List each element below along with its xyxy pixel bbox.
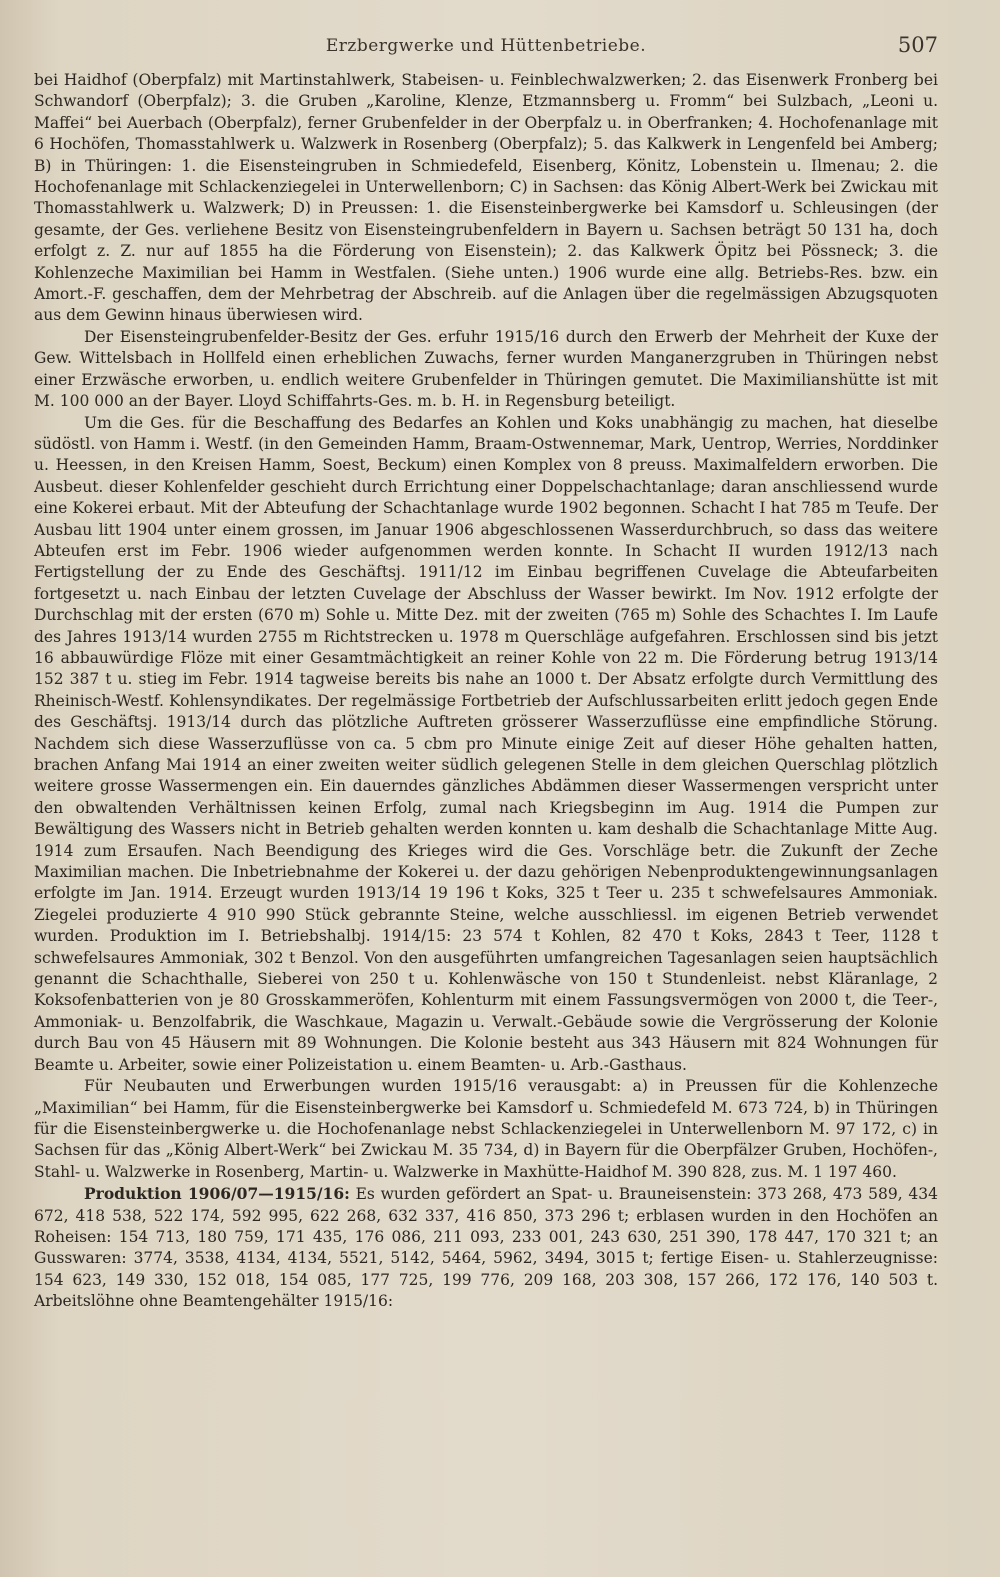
paragraph-5 (34, 1183, 938, 1312)
paragraph-1 (34, 70, 938, 327)
paragraph-3 (34, 413, 938, 1077)
paragraph-text: Für Neubauten und Erwerbungen wurden 1915/16 verausgabt: a) in Preussen für die Kohlenzeche „Maximilian“ bei Hamm, für die Eisensteinbergwerke bei Kamsdorf u. Schmiedefeld M. 673 724, b) in Thüringen für die Eisensteinbergwerke u. die Hochofenanlage nebst Schlackenziegelei in Unterwellenborn M. 97 172, c) in Sachsen für das „König Albert-Werk“ bei Zwickau M. 35 734, d) in Bayern für die Oberpfälzer Gruben, Hochöfen-, Stahl- u. Walzwerke in Rosenberg, Martin- u. Walzwerke in Maxhütte-Haidhof M. 390 828, zus. M. 1 197 460. (34, 1077, 938, 1181)
body-text (34, 70, 938, 1313)
paragraph-text: Es wurden gefördert an Spat- u. Brauneisenstein: 373 268, 473 589, 434 672, 418 538, 522 174, 592 995, 622 268, 632 337, 416 850, 373 296 t; erblasen wurden in den Hochöfen an Roheisen: 154 713, 180 759, 171 435, 176 086, 211 093, 233 001, 243 630, 251 390, 178 447, 170 321 t; an Gusswaren: 3774, 3538, 4134, 4134, 5521, 5142, 5464, 5962, 3494, 3015 t; fertige Eisen- u. Stahlerzeugnisse: 154 623, 149 330, 152 018, 154 085, 177 725, 199 776, 209 168, 203 308, 157 266, 172 176, 140 503 t. Arbeitslöhne ohne Beamtengehälter 1915/16: (34, 1185, 938, 1311)
running-head (34, 30, 938, 70)
page-number: 507 (897, 33, 938, 57)
paragraph-text: Um die Ges. für die Beschaffung des Bedarfes an Kohlen und Koks unabhängig zu machen, hat dieselbe südöstl. von Hamm i. Westf. (in den Gemeinden Hamm, Braam-Ostwennemar, Mark, Uentrop, Werries, Norddinker u. Heessen, in den Kreisen Hamm, Soest, Beckum) einen Komplex von 8 preuss. Maximalfeldern erworben. Die Ausbeut. dieser Kohlenfelder geschieht durch Errichtung einer Doppelschachtanlage; daran anschliessend wurde eine Kokerei erbaut. Mit der Abteufung der Schachtanlage wurde 1902 begonnen. Schacht I hat 785 m Teufe. Der Ausbau litt 1904 unter einem grossen, im Januar 1906 abgeschlossenen Wasserdurchbruch, so dass das weitere Abteufen erst im Febr. 1906 wieder aufgenommen werden konnte. In Schacht II wurden 1912/13 nach Fertigstellung der zu Ende des Geschäftsj. 1911/12 im Einbau begriffenen Cuvelage die Abteufarbeiten fortgesetzt u. nach Einbau der letzten Cuvelage der Abschluss der Wasser bewirkt. Im Nov. 1912 erfolgte der Durchschlag mit der ersten (670 m) Sohle u. Mitte Dez. mit der zweiten (765 m) Sohle des Schachtes I. Im Laufe des Jahres 1913/14 wurden 2755 m Richtstrecken u. 1978 m Querschläge aufgefahren. Erschlossen sind bis jetzt 16 abbauwürdige Flöze mit einer Gesamtmächtigkeit an reiner Kohle von 22 m. Die Förderung betrug 1913/14 152 387 t u. stieg im Febr. 1914 tagweise bereits bis nahe an 1000 t. Der Absatz erfolgte durch Vermittlung des Rheinisch-Westf. Kohlensyndikates. Der regelmässige Fortbetrieb der Aufschlussarbeiten erlitt jedoch gegen Ende des Geschäftsj. 1913/14 durch das plötzliche Auftreten grösserer Wasserzuflüsse eine empfindliche Störung. Nachdem sich diese Wasserzuflüsse von ca. 5 cbm pro Minute einige Zeit auf dieser Höhe gehalten hatten, brachen Anfang Mai 1914 an einer zweiten weiter südlich gelegenen Stelle in dem gleichen Querschlag plötzlich weitere grosse Wassermengen ein. Ein dauerndes gänzliches Abdämmen dieser Wassermengen verspricht unter den obwaltenden Verhältnissen keinen Erfolg, zumal nach Kriegsbeginn im Aug. 1914 die Pumpen zur Bewältigung des Wassers nicht in Betrieb gehalten werden konnten u. kam deshalb die Schachtanlage Mitte Aug. 1914 zum Ersaufen. Nach Beendigung des Krieges wird die Ges. Vorschläge betr. die Zukunft der Zeche Maximilian machen. Die Inbetriebnahme der Kokerei u. der dazu gehörigen Nebenproduktengewinnungsanlagen erfolgte im Jan. 1914. Erzeugt wurden 1913/14 19 196 t Koks, 325 t Teer u. 235 t schwefelsaures Ammoniak. Ziegelei produzierte 4 910 990 Stück gebrannte Steine, welche ausschliessl. im eigenen Betrieb verwendet wurden. Produktion im I. Betriebshalbj. 1914/15: 23 574 t Kohlen, 82 470 t Koks, 2843 t Teer, 1128 t schwefelsaures Ammoniak, 302 t Benzol. Von den ausgeführten umfangreichen Tagesanlagen seien hauptsächlich genannt die Schachthalle, Sieberei von 250 t u. Kohlenwäsche von 150 t Stundenleist. nebst Kläranlage, 2 Koksofenbatterien von je 80 Grosskammeröfen, Kohlenturm mit einem Fassungsvermögen von 2000 t, die Teer-, Ammoniak- u. Benzolfabrik, die Waschkaue, Magazin u. Verwalt.-Gebäude sowie die Vergrösserung der Kolonie durch Bau von 45 Häusern mit 89 Wohnungen. Die Kolonie besteht aus 343 Häusern mit 824 Wohnungen für Beamte u. Arbeiter, sowie einer Polizeistation u. einem Beamten- u. Arb.-Gasthaus. (34, 413, 939, 1074)
paragraph-2 (34, 327, 938, 413)
running-title: Erzbergwerke und Hüttenbetriebe. (325, 36, 647, 56)
paragraph-text: Der Eisensteingrubenfelder-Besitz der Ges. erfuhr 1915/16 durch den Erwerb der Mehrheit der Kuxe der Gew. Wittelsbach in Hollfeld einen erheblichen Zuwachs, ferner wurden Manganerzgruben in Thüringen nebst einer Erzwäsche erworben, u. endlich weitere Grubenfelder in Thüringen gemutet. Die Maximilianshütte ist mit M. 100 000 an der Bayer. Lloyd Schiffahrts-Ges. m. b. H. in Regensburg beteiligt. (34, 327, 938, 411)
run-in-heading: Produktion 1906/07—1915/16: (84, 1184, 350, 1204)
paragraph-text: bei Haidhof (Oberpfalz) mit Martinstahlwerk, Stabeisen- u. Feinblechwalzwerken; 2. das Eisenwerk Fronberg bei Schwandorf (Oberpfalz); 3. die Gruben „Karoline, Klenze, Etzmannsberg u. Fromm“ bei Sulzbach, „Leoni u. Maffei“ bei Auerbach (Oberpfalz), ferner Grubenfelder in der Oberpfalz u. in Oberfranken; 4. Hochofenanlage mit 6 Hochöfen, Thomasstahlwerk u. Walzwerk in Rosenberg (Oberpfalz); 5. das Kalkwerk in Lengenfeld bei Amberg; B) in Thüringen: 1. die Eisensteingruben in Schmiedefeld, Eisenberg, Könitz, Lobenstein u. Ilmenau; 2. die Hochofenanlage mit Schlackenziegelei in Unterwellenborn; C) in Sachsen: das König Albert-Werk bei Zwickau mit Thomasstahlwerk u. Walzwerk; D) in Preussen: 1. die Eisensteinbergwerke bei Kamsdorf u. Schleusingen (der gesamte, der Ges. verliehene Besitz von Eisensteingrubenfeldern in Bayern u. Sachsen beträgt 50 131 ha, doch erfolgt z. Z. nur auf 1855 ha die Förderung von Eisenstein); 2. das Kalkwerk Öpitz bei Pössneck; 3. die Kohlenzeche Maximilian bei Hamm in Westfalen. (Siehe unten.) 1906 wurde eine allg. Betriebs-Res. bzw. ein Amort.-F. geschaffen, dem der Mehrbetrag der Abschreib. auf die Anlagen über die regelmässigen Abzugsquoten aus dem Gewinn hinaus überwiesen wird. (34, 71, 938, 325)
paragraph-4 (34, 1076, 938, 1183)
